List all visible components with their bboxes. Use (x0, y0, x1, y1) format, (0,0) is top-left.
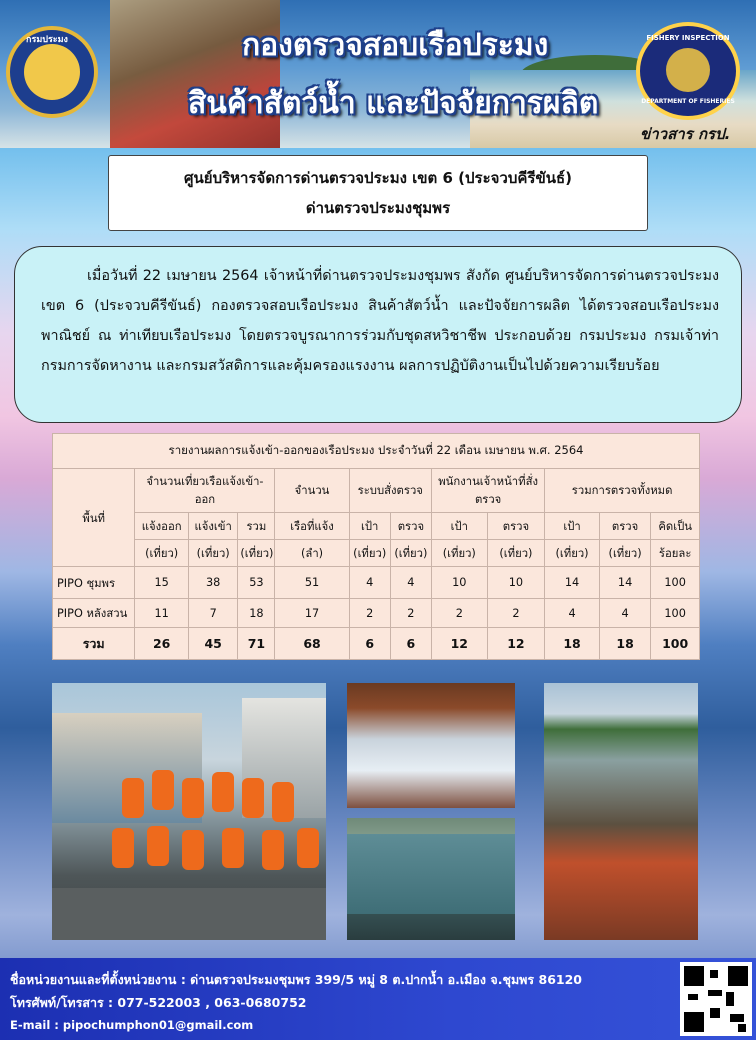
table-cell: 6 (349, 628, 390, 660)
table-row (53, 567, 700, 599)
unit-header: (เที่ยว) (599, 540, 650, 567)
sub-header: เป้า (349, 512, 390, 539)
logo-right-top-text: FISHERY INSPECTION (646, 34, 730, 42)
life-vest-icon (212, 772, 234, 812)
crew-group (112, 778, 312, 888)
table-cell: 14 (599, 567, 650, 599)
table-cell: 100 (651, 567, 700, 599)
table-caption: รายงานผลการแจ้งเข้า-ออกของเรือประมง ประจำวันที่ 22 เดือน เมษายน พ.ศ. 2564 (53, 434, 700, 469)
life-vest-icon (152, 770, 174, 810)
table-cell: 10 (431, 567, 487, 599)
unit-header: (เที่ยว) (135, 540, 189, 567)
boat-hull-photo (347, 818, 515, 940)
sub-header: เป้า (431, 512, 487, 539)
total-group-header: รวมการตรวจทั้งหมด (545, 468, 700, 512)
table-cell: 2 (349, 599, 390, 628)
life-vest-icon (272, 782, 294, 822)
table-cell: 4 (349, 567, 390, 599)
logo-shield-icon (666, 48, 710, 92)
life-vest-icon (147, 826, 169, 866)
footer-phone: โทรศัพท์/โทรสาร : 077-522003 , 063-0680752 (10, 995, 307, 1010)
table-cell: 12 (431, 628, 487, 660)
life-vest-icon (112, 828, 134, 868)
table-cell: 38 (188, 567, 237, 599)
team-photo (52, 683, 326, 940)
ground-shape (52, 888, 326, 940)
news-paragraph-box (14, 246, 742, 423)
total-label: รวม (53, 628, 135, 660)
logo-left-text: กรมประมง (26, 35, 68, 45)
table-cell: 53 (238, 567, 275, 599)
row-area: PIPO หลังสวน (53, 599, 135, 628)
table-cell: 100 (651, 599, 700, 628)
footer-address: ชื่อหน่วยงานและที่ตั้งหน่วยงาน : ด่านตรวจประมงชุมพร 399/5 หมู่ 8 ต.ปากน้ำ อ.เมือง จ.ชุมพร 86120 (10, 972, 582, 987)
table-cell: 7 (188, 599, 237, 628)
department-logo (6, 26, 98, 118)
table-cell: 51 (275, 567, 349, 599)
logo-emblem-icon (24, 44, 80, 100)
hull-shape (347, 834, 515, 914)
count-group-header: จำนวน (275, 468, 349, 512)
table-cell: 18 (599, 628, 650, 660)
table-cell: 4 (390, 567, 431, 599)
life-vest-icon (242, 778, 264, 818)
header-banner (0, 0, 756, 148)
unit-header: (เที่ยว) (390, 540, 431, 567)
footer-email: E-mail : pipochumphon01@gmail.com (10, 1018, 254, 1032)
logo-right-bottom-text: DEPARTMENT OF FISHERIES (641, 98, 735, 105)
unit-header: (เที่ยว) (545, 540, 600, 567)
table-cell: 2 (390, 599, 431, 628)
row-area: PIPO ชุมพร (53, 567, 135, 599)
sub-header: คิดเป็น (651, 512, 700, 539)
table-cell: 45 (188, 628, 237, 660)
order-group-header: ระบบสั่งตรวจ (349, 468, 431, 512)
life-vest-icon (297, 828, 319, 868)
unit-header: (เที่ยว) (349, 540, 390, 567)
sub-header: เรือที่แจ้ง (275, 512, 349, 539)
table-cell: 68 (275, 628, 349, 660)
table-cell: 18 (238, 599, 275, 628)
unit-header: (เที่ยว) (188, 540, 237, 567)
table-cell: 2 (431, 599, 487, 628)
unit-header: (เที่ยว) (487, 540, 545, 567)
news-label: ข่าวสาร กรป. (640, 125, 731, 143)
office-name: ศูนย์บริหารจัดการด่านตรวจประมง เขต 6 (ประจวบคีรีขันธ์) (184, 169, 572, 187)
table-cell: 10 (487, 567, 545, 599)
unit-header: ร้อยละ (651, 540, 700, 567)
contact-footer (0, 958, 756, 1040)
page-title: กองตรวจสอบเรือประมง (242, 28, 549, 63)
table-cell: 6 (390, 628, 431, 660)
table-cell: 11 (135, 599, 189, 628)
unit-header: (ลำ) (275, 540, 349, 567)
officer-group-header: พนักงานเจ้าหน้าที่สั่งตรวจ (431, 468, 544, 512)
sub-header: เป้า (545, 512, 600, 539)
sub-header: ตรวจ (599, 512, 650, 539)
office-title-box (108, 155, 648, 231)
report-table (52, 433, 700, 660)
qr-code-icon (680, 962, 752, 1036)
table-cell: 4 (545, 599, 600, 628)
area-header: พื้นที่ (53, 468, 135, 567)
fishery-inspection-logo (636, 22, 740, 120)
news-paragraph: เมื่อวันที่ 22 เมษายน 2564 เจ้าหน้าที่ด่านตรวจประมงชุมพร สังกัด ศูนย์บริหารจัดการด่านตรวจประมงเขต 6 (ประจวบคีรีขันธ์) กองตรวจสอบเรือประมง สินค้าสัตว์น้ำ และปัจจัยการผลิต ได้ตรวจสอบเรือประมงพาณิชย์ ณ ท่าเทียบเรือประมง โดยตรวจบูรณาการร่วมกับชุดสหวิชาชีพ ประกอบด้วย กรมประมง กรมเจ้าท่า กรมการจัดหางาน และกรมสวัสดิการและคุ้มครองแรงงาน ผลการปฏิบัติงานเป็นไปด้วยความเรียบร้อย (41, 268, 719, 374)
sub-header: รวม (238, 512, 275, 539)
life-vest-icon (222, 828, 244, 868)
checkpoint-name: ด่านตรวจประมงชุมพร (305, 199, 451, 217)
fish-hold-photo (347, 683, 515, 808)
report-table-container (52, 433, 700, 660)
unit-header: (เที่ยว) (431, 540, 487, 567)
table-cell: 18 (545, 628, 600, 660)
sub-header: ตรวจ (390, 512, 431, 539)
fishing-net-photo (544, 683, 698, 940)
trips-group-header: จำนวนเที่ยวเรือแจ้งเข้า-ออก (135, 468, 275, 512)
table-cell: 2 (487, 599, 545, 628)
table-total-row (53, 628, 700, 660)
life-vest-icon (182, 778, 204, 818)
sub-header: ตรวจ (487, 512, 545, 539)
unit-header: (เที่ยว) (238, 540, 275, 567)
table-cell: 17 (275, 599, 349, 628)
table-cell: 12 (487, 628, 545, 660)
table-cell: 15 (135, 567, 189, 599)
table-row (53, 599, 700, 628)
page-subtitle: สินค้าสัตว์น้ำ และปัจจัยการผลิต (188, 86, 599, 121)
table-cell: 14 (545, 567, 600, 599)
table-cell: 71 (238, 628, 275, 660)
sub-header: แจ้งออก (135, 512, 189, 539)
life-vest-icon (262, 830, 284, 870)
table-cell: 26 (135, 628, 189, 660)
table-cell: 4 (599, 599, 650, 628)
life-vest-icon (182, 830, 204, 870)
life-vest-icon (122, 778, 144, 818)
table-cell: 100 (651, 628, 700, 660)
sub-header: แจ้งเข้า (188, 512, 237, 539)
